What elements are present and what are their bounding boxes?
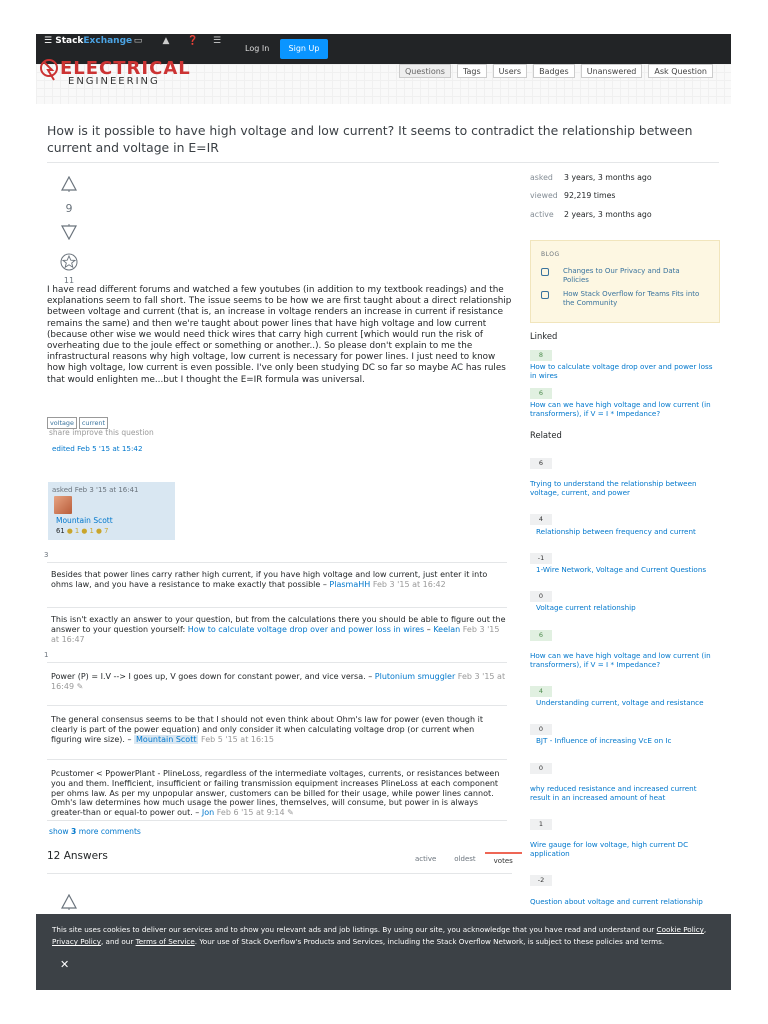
related-question[interactable]: BJT - Influence of increasing VᴄE on Iᴄ (536, 736, 672, 745)
main-nav (396, 64, 716, 80)
comment-score: 1 (44, 651, 49, 659)
related-score[interactable]: 1 (530, 819, 552, 830)
cookie-text-3: , and our (100, 937, 136, 946)
linked-score[interactable]: 6 (530, 388, 552, 399)
comment-divider (47, 820, 507, 821)
linked-question[interactable]: How can we have high voltage and low current (in transformers), if V = I * Impedance? (530, 400, 711, 419)
favorite-star-icon[interactable] (60, 253, 78, 271)
upvote-icon[interactable] (61, 176, 77, 192)
comment-user[interactable]: Mountain Scott (136, 734, 197, 744)
post-menu (49, 428, 154, 437)
related-question[interactable]: 1-Wire Network, Voltage and Current Questions (536, 565, 707, 574)
tab-oldest[interactable]: oldest (454, 855, 476, 863)
answer-upvote-icon[interactable] (61, 894, 77, 910)
edited-timestamp[interactable]: edited Feb 5 '15 at 15:42 (52, 444, 143, 453)
comment-text: Pcustomer < PpowerPlant - PlineLoss, regardless of the intermediate voltages, currents, or resistances between you and them. Inefficient, insufficient or failing transmission equipment increases PlineLoss at each component per ohms law. As per my unpopular answer, customers can be billed for their usage, while power lines cannot. Omh's law determines how much usage the power lines, themselves, will consume, but power in is always greater-than or equal-to power out. (51, 769, 500, 818)
logo-text-stack: Stack (55, 36, 84, 46)
cookie-text-4: . Your use of Stack Overflow's Products and Services, including the Stack Overflow Network, is subject to these policies and terms. (194, 937, 665, 946)
stat-value: 2 years, 3 months ago (564, 210, 652, 219)
related-question[interactable]: why reduced resistance and increased current result in an increased amount of heat (530, 784, 697, 803)
comment: Pcustomer < PpowerPlant - PlineLoss, regardless of the intermediate voltages, currents, or resistances between you and them. Inefficient, insufficient or failing transmission equipment increases PlineLoss at each component per ohms law. As per my unpopular answer, customers can be billed for their usage, while power lines cannot. Omh's law determines how much usage the power lines, themselves, will consume, but power in is always greater-than or equal-to power out. – Jon Feb 6 '15 at 9:14 ✎ (51, 769, 500, 818)
cookie-text-2: , (703, 925, 707, 934)
title-divider (47, 162, 719, 163)
blog-item-label[interactable]: How Stack Overflow for Teams Fits into the Community (563, 290, 700, 307)
downvote-icon[interactable] (61, 224, 77, 240)
menu-icon[interactable]: ☰ (212, 36, 222, 46)
cookie-policy-link[interactable]: Cookie Policy (656, 925, 704, 934)
comment-date[interactable]: Feb 5 '15 at 16:15 (201, 734, 274, 744)
cookie-text-1: This site uses cookies to deliver our services and to show you relevant ads and job listings. By using our site, you acknowledge that you have read and understand our (52, 925, 657, 934)
comment-user[interactable]: Keelan (433, 624, 461, 634)
related-heading: Related (530, 430, 562, 440)
question-title[interactable]: How is it possible to have high voltage and low current? It seems to contradict the relationship between current and voltage in E=IR (47, 123, 693, 155)
related-score[interactable]: -2 (530, 875, 552, 886)
answers-divider (47, 873, 512, 874)
related-question[interactable]: Trying to understand the relationship between voltage, current, and power (530, 479, 697, 498)
owner-card (48, 482, 175, 540)
related-score[interactable]: 4 (530, 514, 552, 525)
blog-box (530, 240, 720, 323)
comment-text: Besides that power lines carry rather high current, if you have high voltage and low current, just enter it into ohms law, and you have a resistance to make exactly that possible (51, 570, 488, 589)
share-link[interactable]: share (49, 428, 70, 437)
nav-tags[interactable]: Tags (457, 64, 487, 78)
nav-badges[interactable]: Badges (533, 64, 575, 78)
related-score[interactable]: 6 (530, 458, 552, 469)
tab-active[interactable]: active (415, 855, 437, 863)
related-question[interactable]: Wire gauge for low voltage, high current DC application (530, 840, 689, 859)
related-score[interactable]: -1 (530, 553, 552, 564)
linked-score[interactable]: 8 (530, 350, 552, 361)
stackexchange-menu-icon: ☰ (44, 36, 53, 46)
related-score[interactable]: 6 (530, 630, 552, 641)
related-score[interactable]: 0 (530, 591, 552, 602)
comment-date[interactable]: Feb 3 '15 at 16:47 (51, 624, 500, 644)
nav-ask-question[interactable]: Ask Question (648, 64, 713, 78)
signup-button[interactable]: Sign Up (280, 39, 328, 59)
improve-link[interactable]: improve this question (72, 428, 154, 437)
comment-user[interactable]: PlasmaHH (329, 579, 371, 589)
show-more-pre: show (49, 827, 72, 836)
user-name[interactable]: Mountain Scott (56, 516, 113, 525)
stackexchange-logo[interactable] (44, 36, 132, 46)
related-score[interactable]: 0 (530, 724, 552, 735)
inbox-icon[interactable]: ▭ (133, 36, 143, 46)
comment-user[interactable]: Jon (201, 808, 215, 818)
show-more-post: more comments (76, 827, 141, 836)
comment: This isn't exactly an answer to your question, but from the calculations there you should be able to figure out the answer to your question yourself: How to calculate voltage drop over and power loss in wires – Keelan Feb 3 '15 at 16:47 (51, 615, 506, 644)
blog-item-label[interactable]: Changes to Our Privacy and Data Policies (563, 267, 680, 284)
related-question[interactable]: Voltage current relationship (536, 603, 636, 612)
close-icon[interactable]: ✕ (60, 958, 70, 971)
comment-divider (47, 607, 507, 608)
comment: Power (P) = I.V --> I goes up, V goes down for constant power, and vice versa. – Plutonium smuggler Feb 3 '15 at 16:49 ✎ (51, 672, 506, 691)
tag-current[interactable]: current (79, 417, 108, 429)
show-more-count: 3 (71, 827, 77, 836)
badge-counts: ● 1 ● 1 ● 7 (66, 527, 109, 535)
comment-divider (47, 562, 507, 563)
comment-divider (47, 662, 507, 663)
linked-question[interactable]: How to calculate voltage drop over and power loss in wires (530, 362, 713, 381)
related-question[interactable]: How can we have high voltage and low current (in transformers), if V = I * Impedance? (530, 651, 711, 670)
nav-unanswered[interactable]: Unanswered (581, 64, 643, 78)
show-more-comments[interactable] (49, 827, 141, 836)
comment: Besides that power lines carry rather high current, if you have high voltage and low current, just enter it into ohms law, and you have a resistance to make exactly that possible – PlasmaHH Feb 3 '15 at 16:42 (51, 570, 488, 589)
related-question[interactable]: Understanding current, voltage and resistance (536, 698, 704, 707)
nav-questions[interactable]: Questions (399, 64, 451, 78)
stat-label: asked (530, 173, 553, 182)
question-tags (47, 410, 110, 429)
comment-date[interactable]: Feb 3 '15 at 16:49 (51, 672, 506, 691)
stat-value: 92,219 times (564, 191, 616, 200)
related-score[interactable]: 0 (530, 763, 552, 774)
comment-text: This isn't exactly an answer to your question, but from the calculations there you should be able to figure out the answer to your question yourself: (51, 615, 506, 634)
lightning-logo-icon (38, 58, 60, 88)
logo-text-exchange: Exchange (83, 36, 133, 46)
comment-divider (47, 759, 507, 760)
user-reputation (56, 527, 108, 535)
comment-user[interactable]: Plutonium smuggler (374, 672, 456, 681)
comment-text: The general consensus seems to be that I should not even think about Ohm's law for power (even though it clearly is part of the power equation) and only consider it when calculating voltage drop (or current when figuring wire size). (51, 715, 483, 744)
site-header (36, 58, 731, 104)
help-icon[interactable]: ❓ (187, 36, 199, 46)
stat-value: 3 years, 3 months ago (564, 173, 652, 182)
question-body: I have read different forums and watched a few youtubes (in addition to my textbook readings) and the explanations seem to fall short. The issue seems to be how we are first taught about a direct relationship between voltage and current (that is, an increase in voltage renders an increase in current if resistance remains the same) and then we're taught about power lines that have high voltage and low current (because other wise we would need thick wires that carry high current [which would run the risk of overheating due to the joule effect or something or another..). So please don't explain to me the infrastructural reasons why high voltage, low current is necessary for power lines. I just need to know how high voltage, low current is even possible. I've only been studying DC so far so maybe AC has rules that would enlighten me...but I thought the E=IR formula was universal. (47, 285, 512, 385)
comment: The general consensus seems to be that I should not even think about Ohm's law for power (even though it clearly is part of the power equation) and only consider it when calculating voltage drop (or current when figuring wire size). – Mountain Scott Feb 5 '15 at 16:15 (51, 715, 483, 744)
answer-sort-tabs (406, 852, 522, 872)
nav-users[interactable]: Users (493, 64, 527, 78)
edit-pencil-icon: ✎ (76, 681, 84, 691)
terms-of-service-link[interactable]: Terms of Service (135, 937, 195, 946)
linked-heading: Linked (530, 331, 558, 341)
answers-count: 12 Answers (47, 850, 108, 862)
cookie-text (52, 924, 717, 948)
tag-voltage[interactable]: voltage (47, 417, 77, 429)
privacy-policy-link[interactable]: Privacy Policy (52, 937, 101, 946)
avatar[interactable] (54, 496, 72, 514)
related-question[interactable]: Question about voltage and current relationship (530, 897, 703, 906)
question-score: 9 (65, 202, 73, 215)
stat-label: active (530, 210, 554, 219)
related-score[interactable]: 4 (530, 686, 552, 697)
login-link[interactable]: Log In (245, 44, 270, 53)
favorite-count: 11 (63, 276, 75, 285)
comment-text: Power (P) = I.V --> I goes up, V goes down for constant power, and vice versa. (51, 672, 366, 681)
comment-date[interactable]: Feb 3 '15 at 16:42 (372, 579, 446, 589)
reputation-score: 61 (56, 527, 65, 535)
logo-line1: ELECTRICAL (60, 58, 191, 79)
comment-divider (47, 705, 507, 706)
related-question[interactable]: Relationship between frequency and current (536, 527, 696, 536)
edit-pencil-icon: ✎ (287, 808, 294, 818)
logo-line2: ENGINEERING (68, 76, 160, 87)
blog-post-icon (541, 268, 549, 276)
asked-timestamp: asked Feb 3 '15 at 16:41 (52, 486, 139, 494)
comment-link[interactable]: How to calculate voltage drop over and power loss in wires (187, 624, 425, 634)
comment-date[interactable]: Feb 6 '15 at 9:14 (216, 808, 285, 818)
trophy-icon[interactable]: ▲ (162, 36, 170, 46)
stat-label: viewed (530, 191, 558, 200)
tab-votes[interactable]: votes (485, 852, 522, 872)
blog-post-icon (541, 291, 549, 299)
blog-heading: BLOG (541, 251, 560, 258)
comment-score: 3 (44, 551, 49, 559)
cookie-banner (36, 914, 731, 990)
